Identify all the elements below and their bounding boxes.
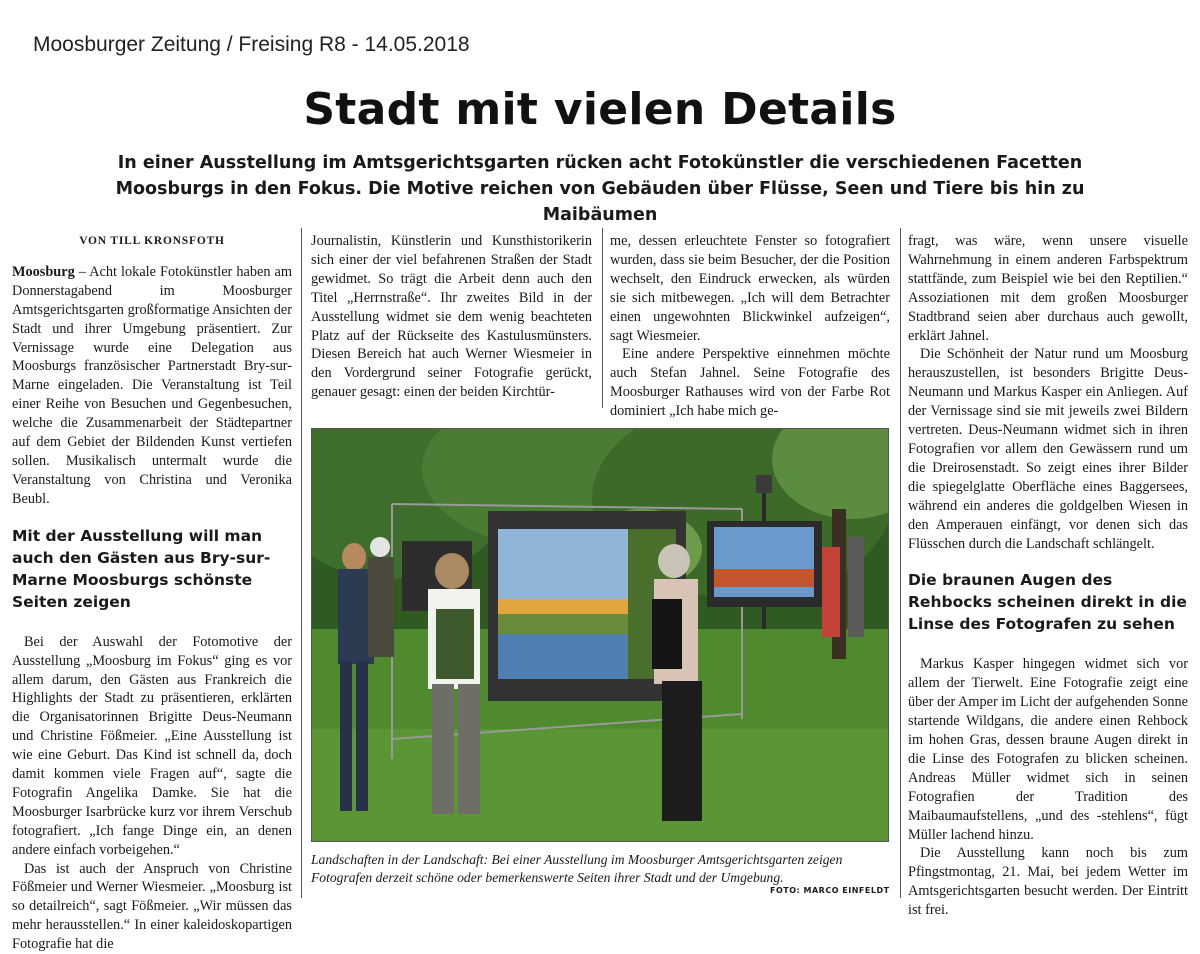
photo-caption: Landschaften in der Landschaft: Bei einer Ausstellung im Moosburger Amtsgerichtsgarten zeigen Fotografen derzeit schöne oder bemerkenswerte Seiten ihrer Stadt und der Umgebung. xyxy=(311,852,843,885)
intro-text: – Acht lokale Fotokünstler haben am Donnerstagabend im Moosburger Amtsgerichtsgarten großformatige Ansichten der Stadt und ihrer Umgebung präsentiert. Zur Vernissage wurde eine Delegation aus Moosburgs französischer Partnerstadt Bry-sur-Marne eingeladen. Die Veranstaltung ist Teil einer Reihe von Besuchen und Gegenbesuchen, welche die Zusammenarbeit der Städtepartner auf dem Gebiet der Bildenden Kunst vertiefen sollen. Musikalisch untermalt wurde die Veranstaltung von Christina und Veronika Beubl. xyxy=(12,263,292,507)
dateline: Moosburg xyxy=(12,263,75,280)
subhead-2: Die braunen Augen des Rehbocks scheinen direkt in die Linse des Fotografen zu sehen xyxy=(908,571,1187,634)
source-line: Moosburger Zeitung / Freising R8 - 14.05.2018 xyxy=(33,33,470,56)
paragraph: Journalistin, Künstlerin und Kunsthistorikerin sich einer der viel befahrenen Straßen der Stadt gewidmet. So trägt die Arbeit denn auch den Titel „Herrnstraße“. Ihr zweites Bild in der Ausstellung widmet sie dem wenig beachteten Platz auf der Rückseite des Kastulusmünsters. Diesen Bereich hat auch Werner Wiesmeier in den Vordergrund seiner Fotografie gerückt, genauer gesagt: einen der beiden Kirchtür- xyxy=(311,233,592,401)
paragraph: me, dessen erleuchtete Fenster so fotografiert wurden, dass sie beim Besucher, der die Position wechselt, den Eindruck erwecken, als würden sie sich mitbewegen. „Ich will dem Betrachter einen ungewohnten Blickwinkel aufzeigen“, sagt Wiesmeier. xyxy=(610,233,890,344)
headline: Stadt mit vielen Details xyxy=(303,84,897,135)
paragraph: Markus Kasper hingegen widmet sich vor allem der Tierwelt. Eine Fotografie zeigt eine über der Amper im Licht der aufgehenden Sonne startende Wildgans, die andere einen Rehbock im hohen Gras, dessen braune Augen direkt in die Linse des Fotografen zu blicken scheinen. Andreas Müller widmet sich in seinen Fotografien der Tradition des Maibaumaufstellens, „und des -stehlens“, fügt Müller lachend hinzu. xyxy=(908,656,1188,843)
intro-paragraph xyxy=(12,263,292,509)
paragraph: fragt, was wäre, wenn unsere visuelle Wahrnehmung in einem anderen Farbspektrum stattfände, zum Beispiel wie bei den Reptilien.“ Assoziationen mit dem großen Moosburger Stadtbrand seien aber durchaus auch gewollt, erklärt Jahnel. xyxy=(908,233,1188,344)
paragraph: Eine andere Perspektive einnehmen möchte auch Stefan Jahnel. Seine Fotografie des Moosburger Rathauses wird von der Farbe Rot dominiert „Ich habe mich ge- xyxy=(610,346,890,420)
column-2 xyxy=(311,232,592,402)
exhibition-photo xyxy=(311,428,889,842)
subheadline: In einer Ausstellung im Amtsgerichtsgarten rücken acht Fotokünstler die verschiedenen Facetten Moosburgs in den Fokus. Die Motive reichen von Gebäuden über Flüsse, Seen und Tiere bis hin zu Maibäumen xyxy=(115,153,1085,225)
column-rule xyxy=(301,228,302,898)
paragraph: Das ist auch der Anspruch von Christine Fößmeier und Werner Wiesmeier. „Moosburg ist so detailreich“, sagt Fößmeier. „Wir müssen das mehr herausstellen.“ In einer kaleidoskopartigen Fotografie hat die xyxy=(12,860,292,953)
subhead-1: Mit der Ausstellung will man auch den Gästen aus Bry-sur-Marne Moosburgs schönste Seiten zeigen xyxy=(12,526,271,611)
column-3 xyxy=(610,232,890,421)
column-rule xyxy=(602,228,603,408)
column-4 xyxy=(908,232,1188,920)
paragraph: Die Ausstellung kann noch bis zum Pfingstmontag, 21. Mai, bei jedem Wetter im Amtsgerichtsgarten besucht werden. Der Eintritt ist frei. xyxy=(908,845,1188,919)
byline: VON TILL KRONSFOTH xyxy=(79,235,225,247)
photo-credit: FOTO: MARCO EINFELDT xyxy=(770,886,890,895)
paragraph: Die Schönheit der Natur rund um Moosburg herauszustellen, ist besonders Brigitte Deus-Neumann und Markus Kasper ein Anliegen. Auf der Vernissage sind sie mit jeweils zwei Bildern vertreten. Deus-Neumann widmet sich in ihren Fotografien vor allem den Gewässern rund um die Dreirosenstadt. So zeigt eines ihrer Bilder die spiegelglatte Oberfläche eines Baggersees, während ein anderes die goldgelben Wiesen in den Amperauen einfängt, vor denen sich das Flüsschen durch die Landschaft schlängelt. xyxy=(908,346,1188,552)
paragraph: Bei der Auswahl der Fotomotive der Ausstellung „Moosburg im Fokus“ ging es vor allem darum, den Gästen aus Frankreich die Highlights der Stadt zu präsentieren, erklärten die Organisatorinnen Brigitte Deus-Neumann und Christine Fößmeier. „Eine Ausstellung ist wie eine Geburt. Das Kind ist schnell da, doch damit kommen viele Fragen auf“, sagte die Fotografin Angelika Damke. Sie hat die Moosburger Isarbrücke kurz vor ihrem Verschub fotografiert. „Ich fange Dinge ein, an denen andere einfach vorbeigehen.“ xyxy=(12,633,292,858)
column-1 xyxy=(12,232,292,954)
column-rule xyxy=(900,228,901,898)
